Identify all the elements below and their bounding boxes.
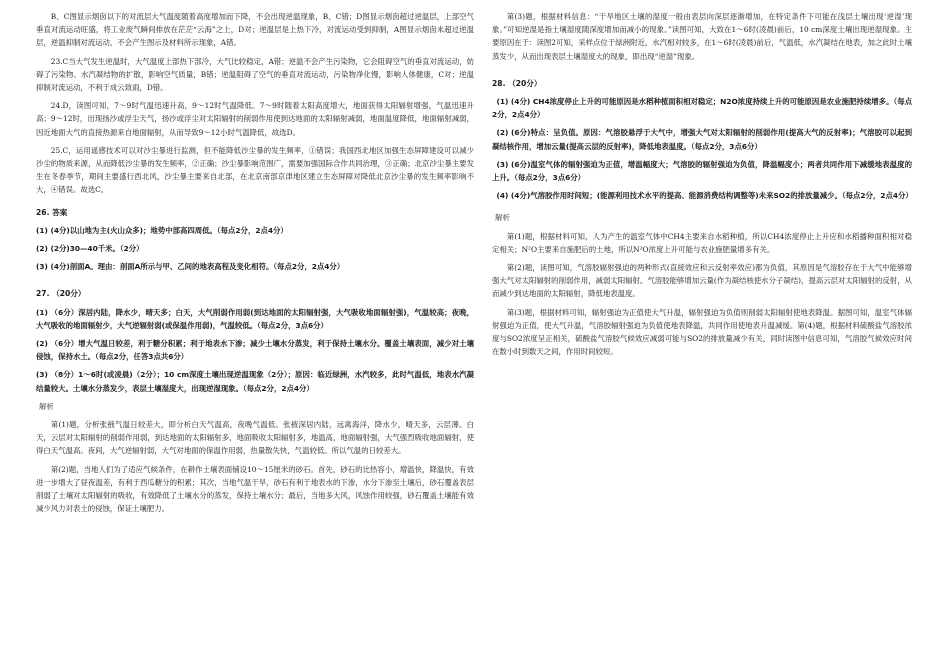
question-28-heading: 28. （20分） xyxy=(492,78,542,88)
question-27-part-2: (2) （6分）增大气温日较差，利于糖分积累；利于地表水下渗；减少土壤水分蒸发，利于保持土壤水分。覆盖土壤表面，减少对土壤侵蚀，保持水土。（每点2分，任答3点共6分） xyxy=(36,339,474,362)
question-27-part-1: (1) （6分）深居内陆，降水少，晴天多；白天，大气削弱作用弱(到达地面的太阳辐射强，大气吸收地面辐射强)，气温较高；夜晚，大气吸收的地面辐射少，大气逆辐射弱(或保温作用弱)，气温较低。（每点2分，3点6分） xyxy=(36,307,474,330)
answer-25: 25.C，运用遥感技术可以对沙尘暴进行监测，但不能降低沙尘暴的发生频率，①错误；我国西北地区加强生态屏障建设可以减少沙尘的物质来源，从而降低沙尘暴的发生频率，②正确；沙尘暴影响范围广，需要加强国际合作共同治理，③正确；北京沙尘暴主要发生在冬春季节，期间主要盛行西北风，沙尘暴主要来自北部，在北京南部京津地区建立生态屏障对降低北京沙尘暴的发生频率影响不大，④错误。故选C。 xyxy=(36,145,474,195)
analysis-28-part-2: 第(2)题，读图可知，气溶胶辐射强迫的两种形式(直接效应和云反射率效应)都为负值，其原因是气溶胶存在于大气中能够增强大气对太阳辐射的削弱作用，减弱太阳辐射。气溶胶能够增加云量(作为凝结核使水分子凝结)，提高云层对太阳辐射的反射，从而减少到达地面的太阳辐射，降低地表温度。 xyxy=(492,263,912,299)
analysis-label: 解析 xyxy=(38,401,54,411)
analysis-label-right: 解析 xyxy=(494,213,510,223)
right-column xyxy=(492,10,912,358)
question-26-part-3: (3) (4分)剖面A。理由：剖面A所示与甲、乙间的地表高程及变化相符。（每点2分，2点4分） xyxy=(36,262,345,272)
question-27-heading: 27. （20分） xyxy=(36,289,86,299)
question-26-part-2: (2) (2分)30—40千米。（2分） xyxy=(36,244,144,254)
left-column xyxy=(36,10,474,516)
answer-23: 23.C当大气发生逆温时，大气温度上部热下部冷，大气比较稳定，A错；逆温不会产生污染物，它会阻碍空气的垂直对流运动，妨碍了污染物、水汽凝结物的扩散，影响空气质量，B错；逆温阻碍了空气的垂直对流运动，污染物净化慢，影响人体健康，C对；逆温抑制对流运动，不利于成云致雨，D错。 xyxy=(36,56,474,93)
analysis-27-part-2: 第(2)题，当地人们为了适应气候条件，在耕作土壤表面铺设10～15厘米的砂石。首先，砂石的比热容小，增温快，降温快，有效进一步增大了昼夜温差，有利于西瓜糖分的积累；其次，当地气温干旱，砂石有利于地表水的下渗，水分下渗至土壤后，砂石覆盖表层削弱了土壤对太阳辐射的吸收，有效降低了土壤水分的蒸发，保持土壤水分；最后，当地多大风，风蚀作用较强，砂石覆盖土壤能有效减少风力对表土的侵蚀，保证土壤肥力。 xyxy=(36,464,474,514)
answer-22-continuation: B、C图显示烟囱以下的对流层大气温度随着高度增加而下降，不会出现逆温现象，B、C错；D图显示烟囱超过逆温层，上部空气垂直对流运动旺盛，将工业废气瞬间排放在茫茫“云海”之上，D对；逆温层是上热下冷，对流运动受到抑制，A图显示烟囱未超过逆温层，逆温抑制对流运动，不会产生图示及材料所示现象，A错。 xyxy=(36,12,474,48)
answer-24: 24.D，读图可知，7～9时气温迅速升高，9～12时气温降低。7～9时随着太阳高度增大，地面获得太阳辐射增强，气温迅速升高；9～12时，出现扬沙或浮尘天气，扬沙或浮尘对太阳辐射的削弱作用使到达地面的太阳辐射减弱，地面温度降低，地面辐射减弱，因近地面大气的直接热源来自地面辐射，从而导致9～12小时气温降低，故选D。 xyxy=(36,101,474,137)
question-28-part-3: (3) (6分)温室气体的辐射强迫为正值，增温幅度大；气溶胶的辐射强迫为负值，降温幅度小；两者共同作用下减缓地表温度的上升。（每点2分，3点6分） xyxy=(492,159,912,183)
question-27-part-3: (3) （8分）1～6时(或凌晨)（2分）；10 cm深度土壤出现逆温现象（2分）；原因：临近绿洲，水汽较多，此时气温低，地表水汽凝结量较大。土壤水分蒸发少，表层土壤湿度大，出现逆湿现象。（每点2分，2点4分） xyxy=(36,370,474,393)
question-28-part-1: (1) (4分) CH4浓度停止上升的可能原因是水稻种植面积相对稳定；N2O浓度持续上升的可能原因是农业施肥持续增多。（每点2分，2点4分） xyxy=(492,97,912,120)
question-28-part-2: (2) (6分)特点：呈负值。原因：气溶胶悬浮于大气中，增强大气对太阳辐射的削弱作用(提高大气的反射率)；气溶胶可以起到凝结核作用，增加云量(提高云层的反射率)，降低地表温度。（每点2分，3点6分） xyxy=(492,128,912,151)
question-28-part-4: (4) (4分)气溶胶作用时间短；(能源利用技术水平的提高、能源消费结构调整等)未来SO2的排放量减少。（每点2分，2点4分） xyxy=(496,191,913,201)
analysis-28-part-1: 第(1)题，根据材料可知，人为产生的温室气体中CH4主要来自水稻种植，所以CH4浓度停止上升应和水稻播种面积相对稳定相关；N²O主要来自施肥后的土地，所以N²O浓度上升可能与农业施肥量增多有关。 xyxy=(492,231,912,254)
analysis-27-part-3: 第(3)题，根据材料信息：“干旱地区土壤的湿度一般由表层向深层逐渐增加，在特定条件下可能在浅层土壤出现‘逆湿’现象。”可知逆湿是指土壤湿度随深度增加而减小的现象。”读图可知，大致在1～6时(凌晨)前后，10 cm深度土壤出现逆湿现象。主要原因在于：读图2可知，采样点位于绿洲附近，水汽相对较多，在1～6时(凌晨)前后，气温低，水汽凝结在地表，加之此时土壤蒸发少，从而出现表层土壤湿度大的现象，即出现“逆湿”现象。 xyxy=(492,12,912,61)
question-26-heading: 26. 答案 xyxy=(36,207,68,217)
question-26-part-1: (1) (4分)以山地为主(火山众多)；地势中部高四周低。（每点2分，2点4分） xyxy=(36,225,288,235)
analysis-27-part-1: 第(1)题，分析张掖气温日较差大，即分析白天气温高，夜晚气温低。张掖深居内陆，远离海洋，降水少，晴天多，云层薄。白天，云层对太阳辐射的削弱作用弱，到达地面的太阳辐射多，地面吸收太阳辐射多，地温高，地面辐射强，大气强烈吸收地面辐射，使得白天气温高。夜间，大气逆辐射弱，大气对地面的保温作用弱，热量散失快，气温较低。所以气温的日较差大。 xyxy=(36,420,474,456)
analysis-28-part-3: 第(3)题，根据材料可知，辐射强迫为正值使大气升温，辐射强迫为负值则削弱太阳辐射使地表降温。据图可知，温室气体辐射强迫为正值，使大气升温，气溶胶辐射强迫为负值使地表降温，共同作用使地表升温减缓。第(4)题，根据材料硫酸盐气溶胶浓度与SO2浓度呈正相关，硫酸盐气溶胶气候效应减弱可能与SO2的排放量减少有关，同时读图中信息可知，气溶胶气候效应时间在数小时到数天之间，作用时间较短。 xyxy=(492,307,912,357)
